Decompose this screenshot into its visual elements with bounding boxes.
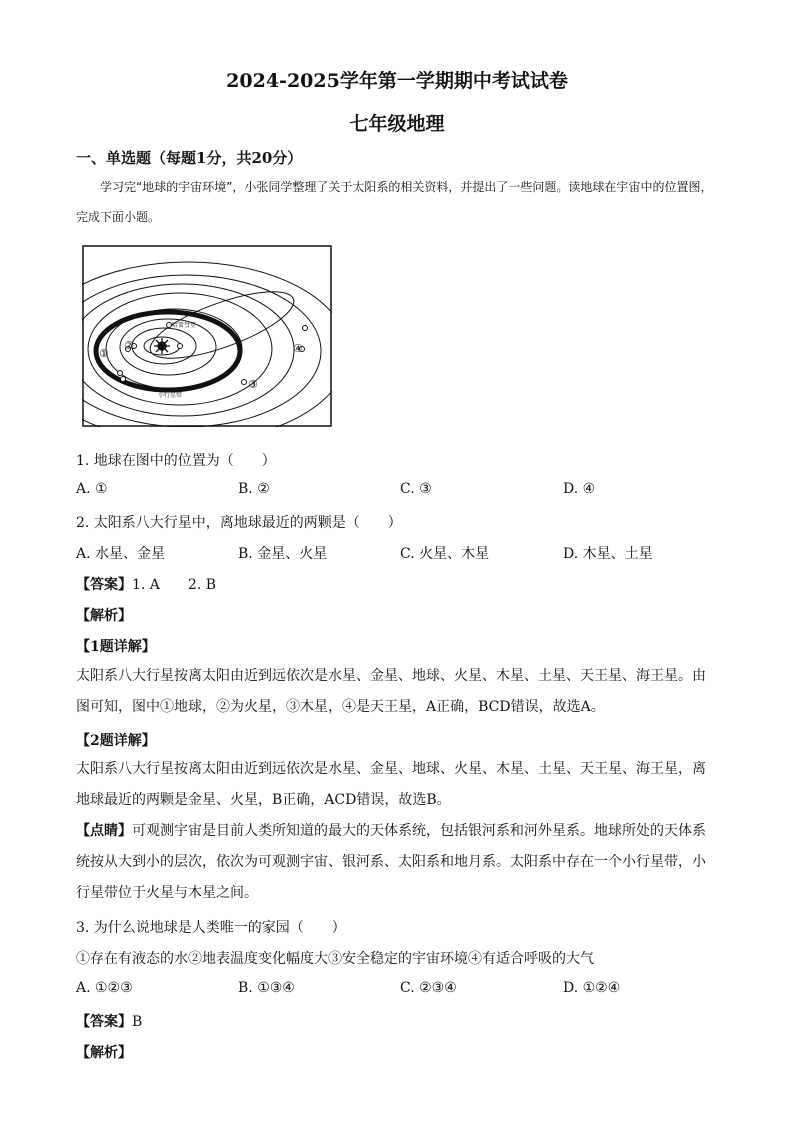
q1-option-b: B. ②	[238, 481, 270, 497]
page-title: 2024-2025学年第一学期期中考试试卷	[226, 70, 568, 92]
tip-tag: 【点睛】	[76, 823, 132, 839]
tip-paragraph	[76, 816, 716, 909]
answer-text: 1. A 2. B	[132, 577, 217, 593]
label-1: ①	[99, 347, 109, 360]
intro-paragraph: 学习完“地球的宇宙环境”，小张同学整理了关于太阳系的相关资料，并提出了一些问题。读地球在宇宙中的位置图，完成下面小题。	[76, 180, 713, 224]
analysis-3-tag: 【解析】	[76, 1045, 132, 1061]
label-3: ③	[248, 378, 258, 391]
detail-1-tag: 【1题详解】	[76, 639, 156, 655]
page-subtitle: 七年级地理	[349, 113, 445, 135]
figure-border	[83, 246, 331, 426]
planet-dot	[242, 380, 247, 385]
comet-label: 哈雷彗星	[172, 322, 197, 329]
planet-dot	[178, 344, 183, 349]
analysis-tag: 【解析】	[76, 608, 132, 624]
q2-option-a: A. 水星、金星	[76, 546, 166, 562]
question-3-items: ①存在有液态的水②地表温度变化幅度大③安全稳定的宇宙环境④有适合呼吸的大气	[76, 951, 594, 967]
answer-3-text: B	[132, 1014, 143, 1030]
q3-option-c: C. ②③④	[400, 980, 457, 996]
q1-option-d: D. ④	[563, 481, 596, 497]
q3-option-b: B. ①③④	[238, 980, 295, 996]
solar-system-figure	[82, 245, 332, 427]
planet-dot	[167, 323, 172, 328]
sun-icon	[154, 338, 170, 354]
question-3-stem: 3. 为什么说地球是人类唯一的家园（ ）	[76, 920, 346, 936]
section-heading: 一、单选题（每题1分，共20分）	[76, 149, 303, 167]
label-4: ④	[293, 342, 303, 355]
q3-option-a: A. ①②③	[76, 980, 133, 996]
q2-option-d: D. 木星、土星	[563, 546, 653, 562]
q2-option-c: C. 火星、木星	[400, 546, 490, 562]
q1-option-a: A. ①	[76, 481, 108, 497]
detail-2-tag: 【2题详解】	[76, 733, 156, 749]
asteroid-belt-label: 小行星带	[158, 392, 183, 399]
detail-1-text: 太阳系八大行星按离太阳由近到远依次是水星、金星、地球、火星、木星、土星、天王星、海王星。由图可知，图中①地球，②为火星，③木星，④是天王星，A正确，BCD错误，故选A。	[76, 668, 706, 715]
answer-1-2	[76, 574, 216, 594]
planet-dot	[121, 377, 126, 382]
answer-3-tag: 【答案】	[76, 1014, 132, 1030]
answer-3	[76, 1011, 142, 1031]
q3-option-d: D. ①②④	[563, 980, 621, 996]
answer-tag: 【答案】	[76, 577, 132, 593]
q2-option-b: B. 金星、火星	[238, 546, 328, 562]
planet-dot	[303, 326, 308, 331]
planet-dot	[118, 371, 123, 376]
detail-2-text: 太阳系八大行星按离太阳由近到远依次是水星、金星、地球、火星、木星、土星、天王星、海王星，离地球最近的两颗是金星、火星，B正确，ACD错误，故选B。	[76, 761, 706, 808]
q1-option-c: C. ③	[400, 481, 432, 497]
tip-text: 可观测宇宙是目前人类所知道的最大的天体系统，包括银河系和河外星系。地球所处的天体系统按从大到小的层次，依次为可观测宇宙、银河系、太阳系和地月系。太阳系中存在一个小行星带，小行星带位于火星与木星之间。	[76, 823, 706, 901]
label-2: ②	[124, 339, 134, 352]
question-2-stem: 2. 太阳系八大行星中，离地球最近的两颗是（ ）	[76, 515, 402, 531]
question-1-stem: 1. 地球在图中的位置为（ ）	[76, 453, 276, 469]
